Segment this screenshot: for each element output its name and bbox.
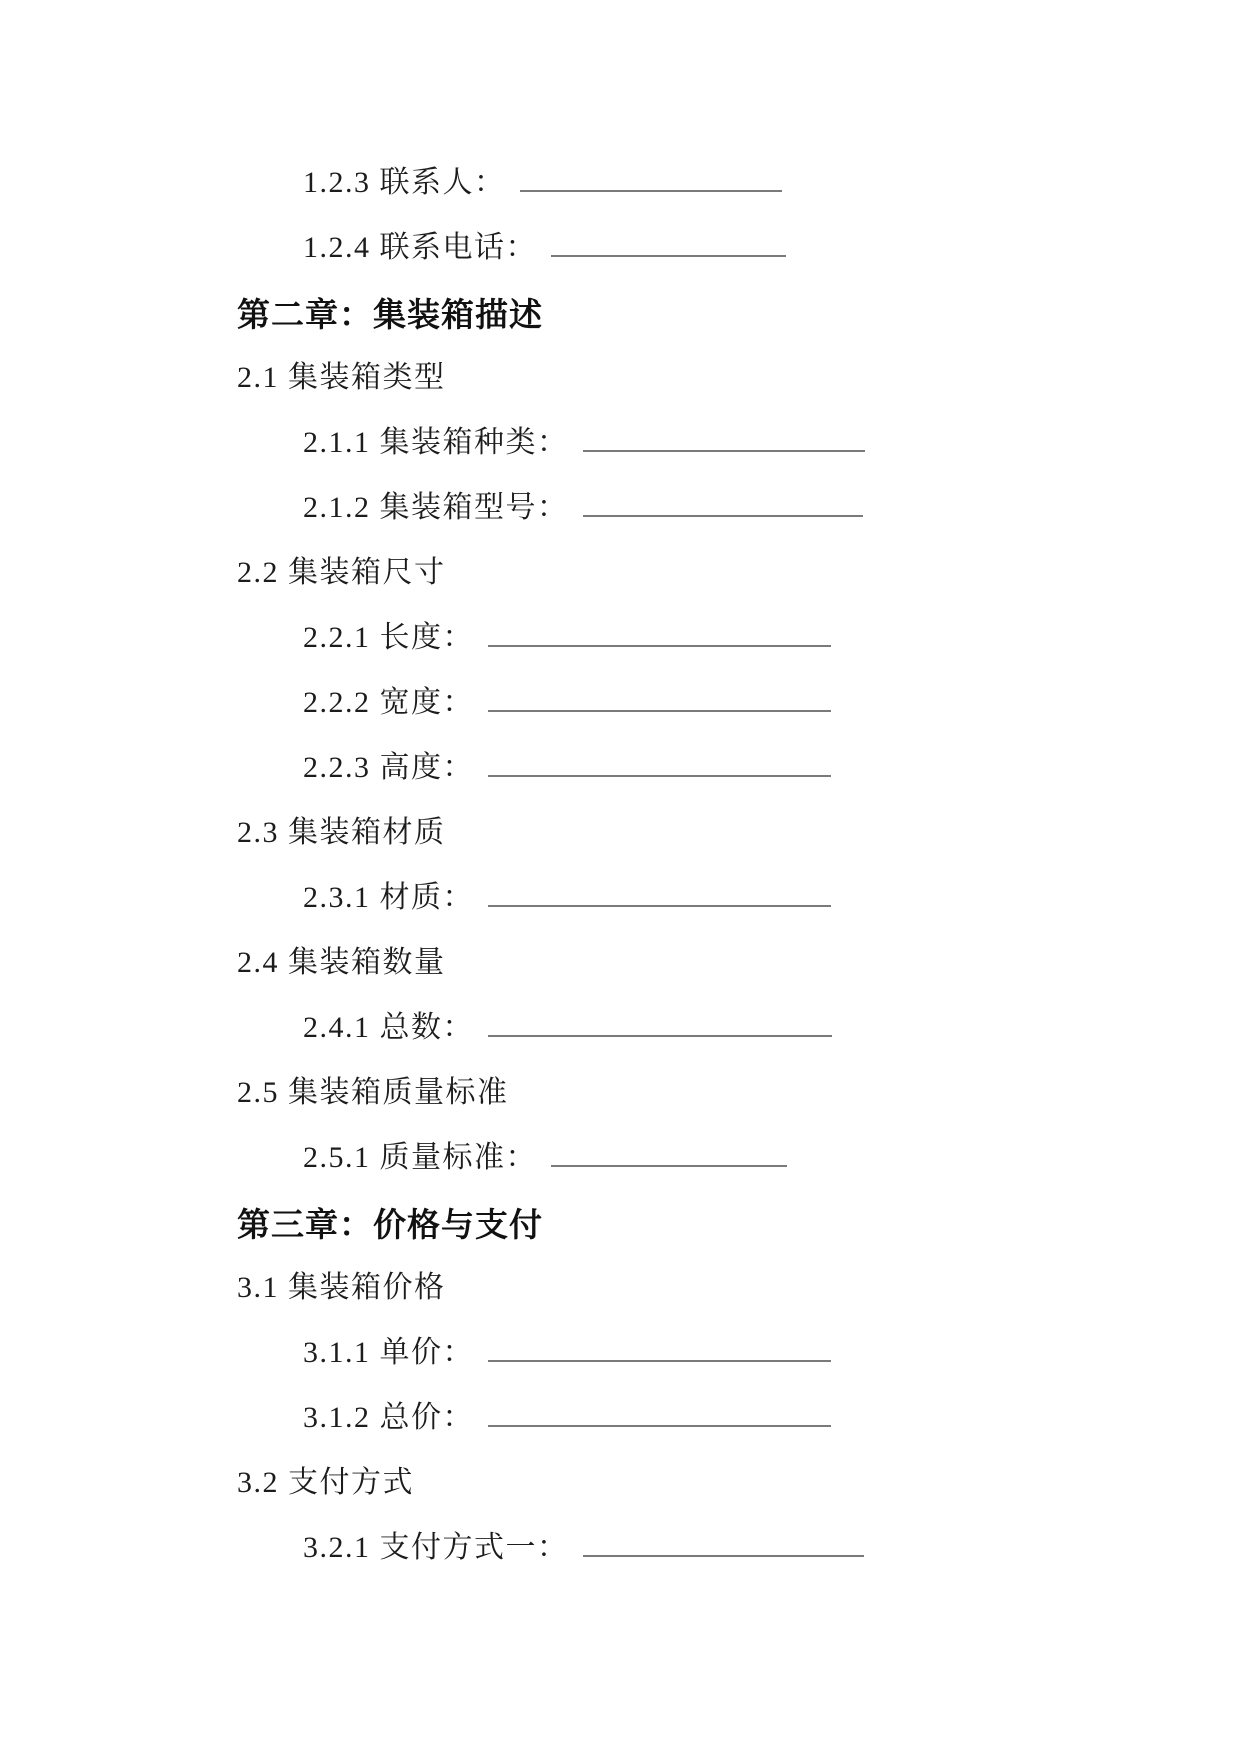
form-line-label: 2.3.1 材质： bbox=[303, 881, 474, 914]
form-line-label: 1.2.3 联系人： bbox=[303, 166, 506, 199]
section-heading bbox=[237, 361, 1180, 394]
form-line bbox=[303, 881, 1180, 914]
section-heading-text: 3.1 集装箱价格 bbox=[237, 1271, 446, 1304]
form-line bbox=[303, 1531, 1180, 1564]
form-line-label: 3.2.1 支付方式一： bbox=[303, 1531, 569, 1564]
chapter-heading bbox=[237, 296, 1180, 334]
form-line-label: 2.5.1 质量标准： bbox=[303, 1141, 537, 1174]
fill-in-blank-line bbox=[488, 1356, 831, 1362]
fill-in-blank-line bbox=[488, 1421, 831, 1427]
form-line bbox=[303, 166, 1180, 199]
section-heading bbox=[237, 816, 1180, 849]
section-heading-text: 2.5 集装箱质量标准 bbox=[237, 1076, 509, 1109]
fill-in-blank-line bbox=[551, 1161, 787, 1167]
form-line-label: 3.1.2 总价： bbox=[303, 1401, 474, 1434]
form-line bbox=[303, 426, 1180, 459]
form-line-label: 2.2.3 高度： bbox=[303, 751, 474, 784]
section-heading bbox=[237, 1271, 1180, 1304]
fill-in-blank-line bbox=[551, 251, 786, 257]
chapter-heading-text: 第三章：价格与支付 bbox=[237, 1206, 543, 1243]
section-heading-text: 3.2 支付方式 bbox=[237, 1466, 414, 1499]
form-line-label: 1.2.4 联系电话： bbox=[303, 231, 537, 264]
fill-in-blank-line bbox=[488, 706, 831, 712]
form-line bbox=[303, 231, 1180, 264]
chapter-heading bbox=[237, 1206, 1180, 1244]
form-line bbox=[303, 491, 1180, 524]
form-line bbox=[303, 1401, 1180, 1434]
form-line-label: 2.2.1 长度： bbox=[303, 621, 474, 654]
document-body bbox=[237, 166, 1180, 1564]
fill-in-blank-line bbox=[583, 1551, 864, 1557]
fill-in-blank-line bbox=[520, 186, 782, 192]
chapter-heading-text: 第二章：集装箱描述 bbox=[237, 296, 543, 333]
form-line bbox=[303, 1141, 1180, 1174]
form-line bbox=[303, 1011, 1180, 1044]
fill-in-blank-line bbox=[488, 901, 831, 907]
fill-in-blank-line bbox=[488, 1031, 832, 1037]
section-heading-text: 2.2 集装箱尺寸 bbox=[237, 556, 446, 589]
form-line bbox=[303, 1336, 1180, 1369]
section-heading-text: 2.4 集装箱数量 bbox=[237, 946, 446, 979]
fill-in-blank-line bbox=[583, 446, 865, 452]
section-heading bbox=[237, 946, 1180, 979]
fill-in-blank-line bbox=[583, 511, 863, 517]
form-line bbox=[303, 621, 1180, 654]
section-heading bbox=[237, 1466, 1180, 1499]
section-heading bbox=[237, 1076, 1180, 1109]
form-line bbox=[303, 686, 1180, 719]
form-line bbox=[303, 751, 1180, 784]
fill-in-blank-line bbox=[488, 771, 831, 777]
form-line-label: 2.4.1 总数： bbox=[303, 1011, 474, 1044]
fill-in-blank-line bbox=[488, 641, 831, 647]
section-heading-text: 2.3 集装箱材质 bbox=[237, 816, 446, 849]
form-line-label: 2.1.2 集装箱型号： bbox=[303, 491, 569, 524]
form-line-label: 2.2.2 宽度： bbox=[303, 686, 474, 719]
section-heading-text: 2.1 集装箱类型 bbox=[237, 361, 446, 394]
section-heading bbox=[237, 556, 1180, 589]
form-line-label: 2.1.1 集装箱种类： bbox=[303, 426, 569, 459]
form-line-label: 3.1.1 单价： bbox=[303, 1336, 474, 1369]
